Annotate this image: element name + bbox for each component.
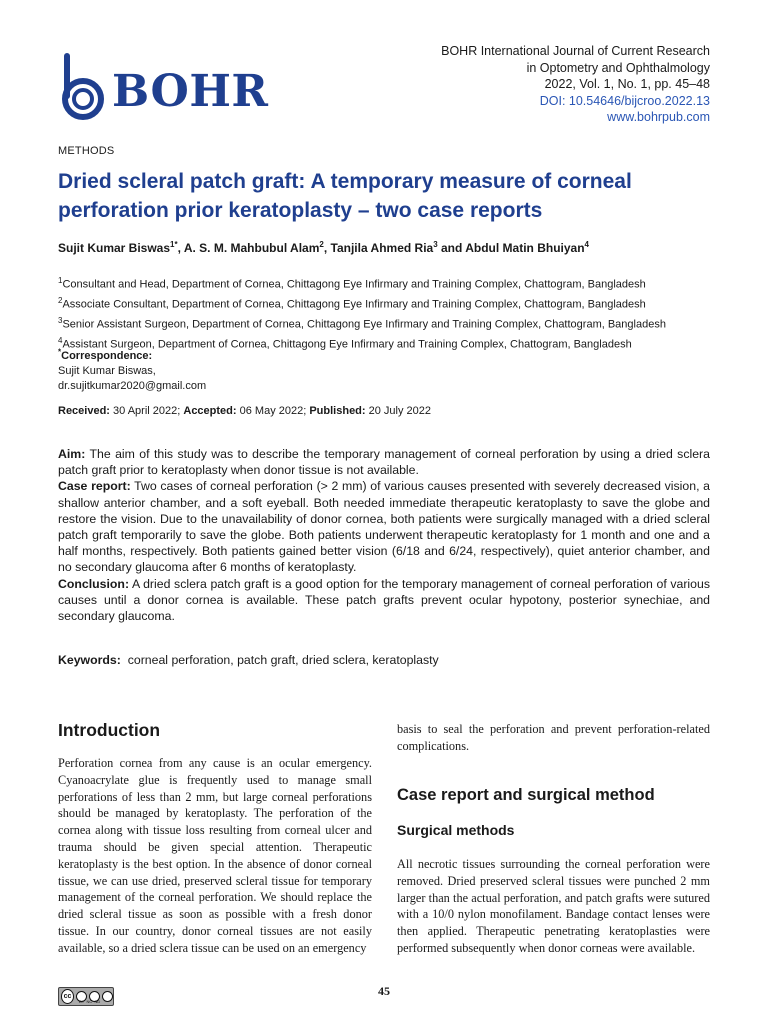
introduction-heading: Introduction — [58, 720, 161, 740]
surgical-methods-text: All necrotic tissues surrounding the corneal perforation were removed. Dried preserved scleral tissues were punched 2 mm larger than the actual perforation, and patch grafts were sutured with a 10/0 nylon monofilament. Bandage contact lenses were then applied. Therapeutic penetrating keratoplasties were performed subsequently when donor corneas were available. — [397, 857, 710, 955]
journal-name-line2: in Optometry and Ophthalmology — [526, 60, 710, 75]
received-label: Received: — [58, 405, 110, 417]
abstract-case-report — [58, 478, 710, 575]
affiliation-number: 4 — [58, 336, 63, 346]
journal-name-line1: BOHR International Journal of Current Research — [441, 44, 710, 58]
accepted-date: 06 May 2022; — [236, 405, 310, 417]
correspondence-block — [58, 344, 206, 394]
article-title: Dried scleral patch graft: A temporary measure of corneal perforation prior keratoplasty – two case reports — [58, 170, 632, 222]
affiliation-text: Consultant and Head, Department of Cornea, Chittagong Eye Infirmary and Training Complex, Chattogram, Bangladesh — [62, 278, 646, 291]
author-separator: , — [323, 241, 331, 255]
keywords-label: Keywords: — [58, 653, 121, 667]
correspondence-label-text: Correspondence: — [61, 349, 153, 362]
author-affil-mark: 2 — [319, 240, 324, 249]
cc-license-terms: BY NC ND — [79, 999, 101, 1004]
affiliation-item — [58, 313, 666, 333]
author-separator: and — [437, 241, 466, 255]
keywords — [58, 653, 439, 667]
affiliation-list — [58, 273, 666, 354]
author-affil-mark: 1* — [170, 240, 178, 249]
bohr-logo-mark-icon — [58, 52, 108, 122]
introduction-text: Perforation cornea from any cause is an ocular emergency. Cyanoacrylate glue is frequently used to manage small perforations of less than 2 mm, but large corneal perforations should be managed by keratoplasty. The perforation of the cornea along with tissue loss resulting from corneal ulcer and trauma should be given special attention. Therapeutic keratoplasty is the best option. In the absence of donor corneal tissue, we can use dried, preserved scleral tissue for temporary management of the corneal perforation. We should replace the dried scleral tissue as soon as possible with a fresh donor tissue. In our country, donor corneal tissues are not easily available, so a dried sclera tissue can be used on an emergency — [58, 756, 372, 955]
abstract-aim — [58, 446, 710, 478]
surgical-methods-heading: Surgical methods — [397, 822, 515, 838]
journal-info — [441, 43, 710, 126]
conclusion-text: A dried sclera patch graft is a good option for the temporary management of corneal perforation of various causes until a donor cornea is available. These patch grafts prevent ocular hypotony, posterior synechiae, and secondary glaucoma. — [58, 576, 710, 624]
author-affil-mark: 3 — [433, 240, 438, 249]
author-name: Abdul Matin Bhuiyan — [465, 241, 585, 255]
affiliation-item — [58, 293, 666, 313]
correspondence-mark: * — [58, 347, 62, 356]
author-affil-mark: 4 — [584, 240, 589, 249]
case-report-heading: Case report and surgical method — [397, 786, 655, 804]
accepted-label: Accepted: — [183, 405, 237, 417]
section-label: METHODS — [58, 145, 115, 157]
received-date: 30 April 2022; — [109, 405, 184, 417]
published-date: 20 July 2022 — [365, 405, 432, 417]
left-column — [58, 720, 372, 957]
affiliation-text: Assistant Surgeon, Department of Cornea, Chittagong Eye Infirmary and Training Complex, Chattogram, Bangladesh — [62, 339, 632, 352]
author-name: Tanjila Ahmed Ria — [330, 241, 434, 255]
affiliation-number: 1 — [58, 276, 63, 285]
published-label: Published: — [309, 405, 366, 417]
bohr-logo — [58, 52, 268, 122]
author-name: Sujit Kumar Biswas — [58, 241, 171, 255]
logo-wordmark: BOHR — [112, 65, 269, 117]
correspondence-name: Sujit Kumar Biswas, — [58, 364, 156, 377]
correspondence-label — [58, 347, 153, 362]
affiliation-text: Senior Assistant Surgeon, Department of Cornea, Chittagong Eye Infirmary and Training Complex, Chattogram, Bangladesh — [62, 318, 666, 331]
page-number: 45 — [378, 984, 390, 998]
website-link[interactable]: www.bohrpub.com — [607, 110, 710, 124]
author-separator: , — [177, 241, 184, 255]
affiliation-item — [58, 273, 666, 293]
affiliation-text: Associate Consultant, Department of Cornea, Chittagong Eye Infirmary and Training Complex, Chattogram, Bangladesh — [62, 298, 646, 311]
abstract — [58, 446, 710, 624]
doi-link[interactable]: DOI: 10.54646/bijcroo.2022.13 — [539, 93, 710, 108]
aim-text: The aim of this study was to describe the temporary management of corneal perforation by using a dried sclera patch graft prior to keratoplasty when donor tissue is not available. — [58, 447, 710, 478]
case-report-text: Two cases of corneal perforation (> 2 mm) of various causes presented with severely decreased vision, a shallow anterior chamber, and a soft eyeball. Both needed immediate therapeutic keratoplasty to save the globe and restore the vision. Due to the unavailability of donor cornea, both patients were surgically managed with a dried scleral patch graft temporarily to save the globe. Both patients underwent therapeutic keratoplasty for 1 month and one and a half months, respectively. Both patients gained better vision (6/18 and 6/24, respectively), quiet anterior chamber, and no secondary glaucoma after 6 months of keratoplasty. — [58, 479, 711, 575]
conclusion-label: Conclusion: — [58, 576, 130, 591]
journal-volume-info: 2022, Vol. 1, No. 1, pp. 45–48 — [544, 77, 710, 91]
keywords-text: corneal perforation, patch graft, dried sclera, keratoplasty — [120, 653, 439, 667]
aim-label: Aim: — [58, 447, 86, 461]
introduction-continuation: basis to seal the perforation and prevent perforation-related complications. — [397, 722, 710, 753]
affiliation-number: 3 — [58, 316, 63, 326]
case-report-label: Case report: — [58, 479, 131, 494]
publication-dates — [58, 405, 431, 417]
author-list — [58, 240, 718, 255]
abstract-conclusion — [58, 576, 710, 625]
cc-icon: cc — [61, 989, 74, 1004]
affiliation-number: 2 — [58, 296, 63, 306]
correspondence-email[interactable]: dr.sujitkumar2020@gmail.com — [58, 379, 207, 392]
right-column — [397, 721, 710, 955]
author-name: A. S. M. Mahbubul Alam — [183, 241, 320, 255]
